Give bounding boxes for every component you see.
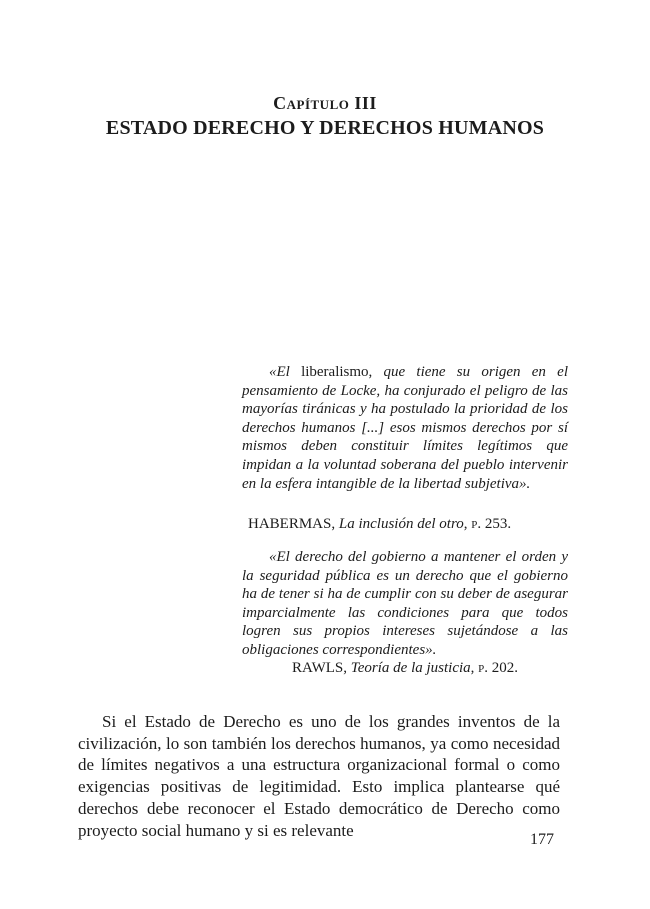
chapter-heading [0, 93, 650, 140]
attribution-work-title: Teoría de la justicia [350, 660, 471, 676]
chapter-title: ESTADO DERECHO Y DERECHOS HUMANOS [105, 117, 545, 139]
attribution-author: HABERMAS [248, 516, 332, 532]
attribution-separator: , [343, 660, 351, 676]
attribution-page-label: p. [478, 660, 489, 676]
quote-attribution-rawls [242, 660, 568, 677]
attribution-separator: , [331, 516, 339, 532]
attribution-separator: , [470, 660, 479, 676]
block-quote-rawls [242, 548, 568, 660]
chapter-number: Capítulo III [273, 93, 377, 113]
block-quote-habermas [242, 363, 568, 493]
page-number: 177 [530, 831, 554, 848]
attribution-separator: , [463, 516, 472, 532]
quote-text: «El derecho del gobierno a mantener el orden y la seguridad pública es un derecho que el gobierno ha de tener si ha de cumplir con su deber de asegurar imparcialmente las condiciones para que todos logren sus propios intereses sujetándose a las obligaciones correspondientes». [242, 549, 568, 658]
quote-attribution-habermas [248, 516, 568, 533]
attribution-page-number: 253. [481, 516, 512, 532]
quote-opening: «El [269, 364, 302, 380]
attribution-work-title: La inclusión del otro [338, 516, 464, 532]
attribution-author: RAWLS [291, 660, 344, 676]
attribution-page-number: 202. [488, 660, 519, 676]
quote-roman-emphasis: liberalismo, [301, 364, 373, 380]
attribution-page-label: p. [471, 516, 482, 532]
quote-text: que tiene su origen en el pensamiento de Locke, ha conjurado el peligro de las mayorías tiránicas y ha postulado la prioridad de los derechos humanos [...] esos mismos derechos por sí mismos deben constituir límites legítimos que impidan a la voluntad soberana del pueblo intervenir en la esfera intangible de la libertad subjetiva». [242, 364, 568, 492]
body-paragraph: Si el Estado de Derecho es uno de los grandes inventos de la civilización, lo son también los derechos humanos, ya como necesidad de límites negativos a una estructura organizacional formal o como exigencias positivas de legitimidad. Esto implica plantearse qué derechos debe reconocer el Estado democrático de Derecho como proyecto social humano y si es relevante [78, 712, 560, 840]
